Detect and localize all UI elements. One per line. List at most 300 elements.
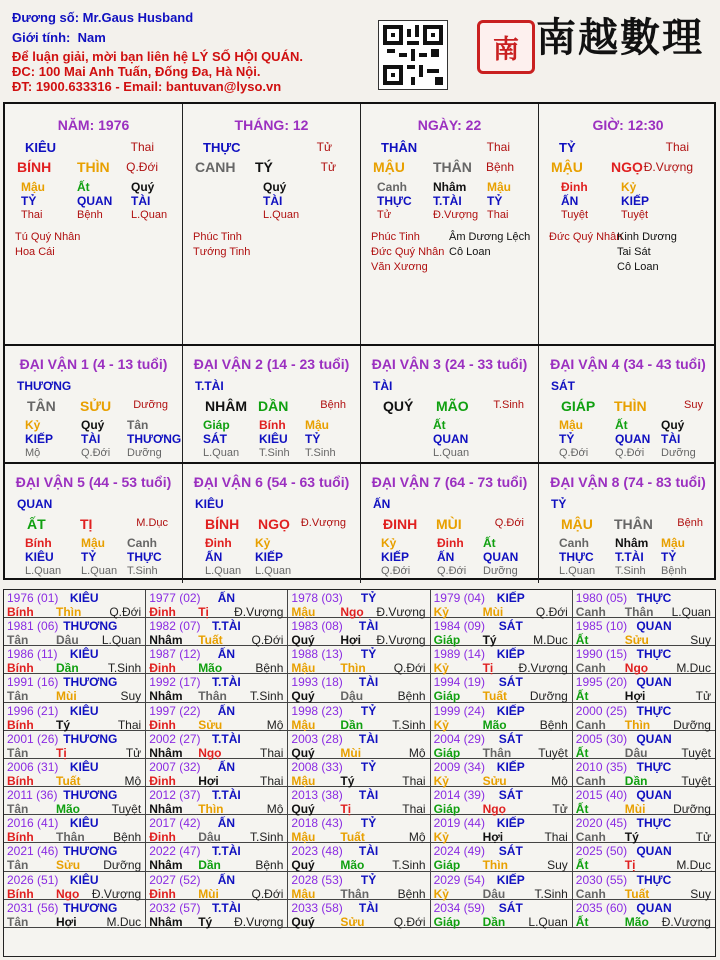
- pillar-title: GIỜ: 12:30: [592, 117, 664, 133]
- hidden-phase: Dưỡng: [483, 565, 518, 577]
- year-cell[interactable]: [288, 843, 430, 871]
- year-label: 1992 (17): [149, 675, 201, 690]
- earthly-branch: Thân: [56, 830, 85, 845]
- phase-label: Tuyệt: [111, 802, 142, 817]
- hidden-stem: Bính: [25, 536, 52, 550]
- hidden-stem: Mậu: [305, 418, 329, 432]
- heavenly-stem: Mậu: [291, 605, 316, 619]
- phase-label: Dưỡng: [133, 399, 168, 411]
- heavenly-stem: NHÂM: [205, 398, 247, 414]
- star-label: Đức Quý Nhân: [549, 231, 623, 243]
- year-label: 2022 (47): [149, 844, 201, 859]
- ten-god-label: THỰC: [636, 759, 672, 774]
- ten-god-label: ẤN: [217, 647, 236, 662]
- hidden-phase: Tử: [377, 209, 392, 221]
- heavenly-stem: Quý: [291, 858, 315, 873]
- heavenly-stem: Ất: [575, 689, 589, 704]
- ten-god-label: KIÊU: [69, 647, 99, 662]
- dai-van-title: ĐẠI VẬN 8 (74 - 83 tuổi): [550, 474, 706, 490]
- year-cell[interactable]: [573, 900, 715, 928]
- year-label: 2006 (31): [7, 759, 59, 774]
- year-cell[interactable]: [146, 703, 288, 731]
- hidden-stem: Kỷ: [255, 536, 271, 550]
- year-cell[interactable]: [4, 618, 146, 646]
- star-label: Tướng Tinh: [193, 246, 251, 258]
- hidden-stem: Quý: [81, 418, 105, 432]
- header: [0, 0, 720, 100]
- year-cell[interactable]: [573, 646, 715, 674]
- earthly-branch: THÌN: [614, 398, 647, 414]
- year-cell[interactable]: [431, 703, 573, 731]
- hidden-phase: L.Quan: [433, 447, 470, 459]
- heavenly-stem: Nhâm: [149, 745, 183, 760]
- phase-label: L.Quan: [671, 605, 711, 619]
- year-cell[interactable]: [288, 674, 430, 702]
- year-label: 1986 (11): [7, 647, 58, 662]
- phase-label: Bệnh: [255, 661, 284, 676]
- phase-label: Mộ: [124, 773, 142, 788]
- star-label: Đức Quý Nhân: [371, 246, 445, 258]
- hidden-stem: Ất: [483, 536, 496, 550]
- earthly-branch: Mùi: [340, 745, 362, 760]
- year-label: 2032 (57): [149, 900, 201, 915]
- year-label: 2005 (30): [575, 731, 628, 746]
- ten-god-label: KIẾP: [496, 759, 525, 774]
- ten-god-label: THƯƠNG: [63, 788, 118, 803]
- heavenly-stem: Kỷ: [433, 605, 449, 619]
- phase-label: Bệnh: [397, 886, 426, 901]
- gender-line: Giới tính: Nam: [12, 30, 106, 45]
- year-label: 2013 (38): [291, 788, 343, 803]
- earthly-branch: TỊ: [80, 516, 93, 532]
- pillar-1: [183, 104, 361, 344]
- earthly-branch: Sửu: [56, 858, 81, 873]
- pillar-0: [5, 104, 183, 344]
- year-cell[interactable]: [573, 590, 715, 618]
- year-cell[interactable]: [288, 815, 430, 843]
- year-cell[interactable]: [573, 618, 715, 646]
- hidden-god: THƯƠNG: [127, 432, 182, 446]
- dai-van-title: ĐẠI VẬN 5 (44 - 53 tuổi): [15, 474, 172, 490]
- ten-god-label: ẤN: [217, 703, 236, 718]
- hidden-stem: Giáp: [203, 418, 230, 432]
- ten-god-label: THỰC: [636, 816, 672, 831]
- phase-label: Bệnh: [485, 160, 514, 174]
- year-label: 2007 (32): [149, 759, 201, 774]
- hidden-god: THỰC: [559, 550, 594, 564]
- phase-label: Đ.Vượng: [376, 605, 426, 619]
- year-cell[interactable]: [288, 703, 430, 731]
- dai-van-7: [361, 464, 539, 583]
- earthly-branch: Tị: [56, 745, 67, 760]
- ten-god-label: KIẾP: [496, 816, 525, 831]
- phase-label: Mộ: [551, 773, 568, 788]
- phase-label: Tử: [316, 140, 332, 154]
- heavenly-stem: Đinh: [149, 886, 176, 901]
- year-label: 2000 (25): [575, 703, 628, 718]
- earthly-branch: NGỌ: [258, 516, 290, 532]
- phase-label: Q.Đới: [393, 661, 426, 676]
- earthly-branch: Mão: [482, 717, 507, 732]
- earthly-branch: Tý: [56, 717, 71, 732]
- phase-label: Tuyệt: [681, 773, 711, 788]
- hidden-stem: Tân: [127, 418, 149, 432]
- dai-van-title: ĐẠI VẬN 7 (64 - 73 tuổi): [371, 474, 528, 490]
- hidden-god: QUAN: [433, 432, 469, 446]
- earthly-branch: Sửu: [624, 633, 649, 648]
- year-cell[interactable]: [573, 674, 715, 702]
- heavenly-stem: ĐINH: [383, 516, 418, 532]
- heavenly-stem: MẬU: [551, 159, 583, 175]
- year-cell[interactable]: [146, 646, 288, 674]
- earthly-branch: MÙI: [436, 516, 462, 532]
- year-cell[interactable]: [4, 872, 146, 900]
- heavenly-stem: Giáp: [433, 633, 461, 648]
- hidden-god: ẤN: [205, 550, 223, 564]
- earthly-branch: Hợi: [340, 633, 361, 648]
- hidden-phase: Tuyệt: [621, 209, 649, 221]
- year-label: 2034 (59): [433, 900, 485, 915]
- phase-label: T.Sinh: [392, 858, 426, 873]
- star-label: Âm Dương Lệch: [449, 231, 531, 243]
- year-cell[interactable]: [4, 731, 146, 759]
- heavenly-stem: Tân: [7, 633, 29, 648]
- ten-god-label: THÂN: [381, 140, 418, 155]
- star-label: Cô Loan: [617, 261, 659, 273]
- dai-van-title: ĐẠI VẬN 6 (54 - 63 tuổi): [193, 474, 350, 490]
- ten-god-label: THƯƠNG: [63, 844, 118, 859]
- heavenly-stem: BÍNH: [17, 159, 52, 175]
- hidden-god: THỰC: [127, 550, 162, 564]
- heavenly-stem: ẤT: [27, 516, 46, 532]
- hidden-god: KIÊU: [25, 550, 54, 564]
- star-label: Cô Loan: [449, 246, 491, 258]
- phase-label: Q.Đới: [251, 886, 284, 901]
- ten-god-label: SÁT: [498, 675, 523, 690]
- pillar-title: NĂM: 1976: [57, 117, 130, 133]
- year-cell[interactable]: [573, 731, 715, 759]
- year-cell[interactable]: [4, 759, 146, 787]
- year-label: 1978 (03): [291, 591, 343, 605]
- hidden-god: T.TÀI: [615, 550, 644, 564]
- phase-label: Đ.Vượng: [643, 160, 693, 174]
- year-label: 1994 (19): [433, 675, 485, 690]
- ten-god-label: SÁT: [498, 788, 523, 803]
- ten-god-label: KIÊU: [195, 497, 224, 511]
- star-label: Hoa Cái: [15, 246, 55, 258]
- dai-van-title: ĐẠI VẬN 2 (14 - 23 tuổi): [193, 356, 350, 372]
- hidden-phase: L.Quan: [131, 209, 168, 221]
- hidden-stem: Ất: [433, 418, 446, 432]
- ten-god-label: TỶ: [360, 872, 377, 887]
- ten-god-label: QUAN: [636, 844, 672, 859]
- year-cell[interactable]: [431, 787, 573, 815]
- year-cell[interactable]: [146, 731, 288, 759]
- hidden-stem: Canh: [127, 536, 157, 550]
- ten-god-label: TÀI: [358, 731, 379, 746]
- ten-god-label: THỰC: [636, 647, 672, 662]
- phase-label: T.Sinh: [392, 717, 426, 732]
- earthly-branch: Thân: [482, 745, 512, 760]
- year-cell[interactable]: [431, 872, 573, 900]
- earthly-branch: Sửu: [198, 717, 223, 732]
- heavenly-stem: Bính: [7, 605, 34, 619]
- phase-label: L.Quan: [101, 633, 142, 648]
- year-cell[interactable]: [431, 618, 573, 646]
- year-cell[interactable]: [4, 590, 146, 618]
- year-label: 1991 (16): [7, 675, 59, 690]
- hidden-stem: Canh: [559, 536, 589, 550]
- year-label: 1984 (09): [433, 619, 485, 634]
- year-cell[interactable]: [288, 646, 430, 674]
- year-cell[interactable]: [288, 590, 430, 618]
- hidden-stem: Quý: [263, 180, 287, 194]
- heavenly-stem: Mậu: [291, 661, 316, 676]
- hidden-phase: T.Sinh: [305, 447, 336, 459]
- year-label: 1988 (13): [291, 647, 343, 662]
- hidden-phase: Dưỡng: [661, 447, 696, 459]
- hidden-phase: L.Quan: [205, 565, 242, 577]
- earthly-branch: Tuất: [56, 773, 81, 788]
- year-cell[interactable]: [146, 618, 288, 646]
- year-cell[interactable]: [431, 590, 573, 618]
- earthly-branch: Hợi: [56, 914, 77, 929]
- heavenly-stem: Kỷ: [433, 661, 449, 676]
- year-cell[interactable]: [4, 815, 146, 843]
- hidden-stem: Đinh: [205, 536, 232, 550]
- ten-god-label: ẤN: [217, 591, 236, 605]
- hidden-god: THỰC: [377, 194, 412, 208]
- phase-label: Tử: [320, 160, 336, 174]
- star-label: Văn Xương: [371, 261, 428, 273]
- year-cell[interactable]: [431, 674, 573, 702]
- year-label: 1989 (14): [433, 647, 485, 662]
- year-label: 2004 (29): [433, 731, 485, 746]
- year-label: 2031 (56): [7, 900, 59, 915]
- phase-label: Đ.Vượng: [661, 914, 711, 929]
- year-cell[interactable]: [146, 815, 288, 843]
- year-cell[interactable]: [288, 872, 430, 900]
- phase-label: Tử: [695, 689, 711, 704]
- hidden-phase: Q.Đới: [437, 565, 467, 577]
- year-cell[interactable]: [431, 759, 573, 787]
- earthly-branch: NGỌ: [611, 159, 643, 175]
- year-cell[interactable]: [4, 703, 146, 731]
- year-cell[interactable]: [573, 787, 715, 815]
- earthly-branch: Ngọ: [198, 745, 222, 760]
- earthly-branch: Thìn: [198, 802, 224, 817]
- year-label: 2027 (52): [149, 872, 201, 887]
- year-label: 1995 (20): [575, 675, 628, 690]
- heavenly-stem: Ất: [575, 858, 589, 873]
- hidden-god: KIẾP: [381, 550, 410, 564]
- earthly-branch: Dậu: [482, 886, 506, 901]
- heavenly-stem: Canh: [575, 773, 606, 788]
- heavenly-stem: Giáp: [433, 914, 461, 929]
- hidden-phase: Mộ: [25, 447, 41, 459]
- phase-label: Mộ: [266, 802, 284, 817]
- phase-label: T.Sinh: [250, 830, 284, 845]
- qr-code-icon[interactable]: [378, 20, 448, 90]
- year-cell[interactable]: [573, 872, 715, 900]
- year-cell[interactable]: [288, 900, 430, 928]
- ten-god-label: SÁT: [498, 731, 523, 746]
- year-cell[interactable]: [146, 843, 288, 871]
- dai-van-3: [361, 346, 539, 465]
- heavenly-stem: Kỷ: [433, 830, 449, 845]
- ten-god-label: THỰC: [636, 591, 672, 605]
- star-label: Tú Quý Nhân: [15, 231, 81, 243]
- phase-label: M.Dục: [533, 633, 568, 648]
- year-cell[interactable]: [288, 618, 430, 646]
- year-label: 2029 (54): [433, 872, 485, 887]
- ten-god-label: SÁT: [498, 844, 523, 859]
- year-cell[interactable]: [146, 900, 288, 928]
- phase-label: Thai: [486, 140, 510, 154]
- heavenly-stem: Canh: [575, 717, 606, 732]
- ten-god-label: T.TÀI: [212, 619, 241, 634]
- year-cell[interactable]: [146, 872, 288, 900]
- heavenly-stem: MẬU: [561, 516, 593, 532]
- owner-line: Đương số: Mr.Gaus Husband: [12, 10, 194, 25]
- dai-van-title: ĐẠI VẬN 4 (34 - 43 tuổi): [550, 356, 706, 372]
- phase-label: Tử: [552, 802, 568, 817]
- ten-god-label: KIÊU: [69, 872, 99, 887]
- contact-line: Để luận giải, mời bạn liên hệ LÝ SỐ HỘI QUÁN.: [12, 49, 303, 64]
- year-cell[interactable]: [431, 731, 573, 759]
- year-label: 1979 (04): [433, 591, 485, 605]
- red-seal-logo: 南: [477, 20, 535, 74]
- hidden-god: KIẾP: [25, 432, 54, 446]
- dai-van-title: ĐẠI VẬN 3 (24 - 33 tuổi): [371, 356, 528, 372]
- phase-label: Mộ: [408, 745, 426, 760]
- earthly-branch: Ngọ: [482, 802, 506, 817]
- hidden-god: QUAN: [483, 550, 519, 564]
- phase-label: Q.Đới: [109, 605, 142, 619]
- phase-label: Dưỡng: [529, 689, 568, 704]
- ten-god-label: QUAN: [636, 619, 672, 634]
- year-label: 2012 (37): [149, 788, 201, 803]
- phase-label: Bệnh: [397, 689, 426, 704]
- hidden-god: TỶ: [21, 194, 37, 208]
- year-cell[interactable]: [4, 900, 146, 928]
- year-cell[interactable]: [146, 590, 288, 618]
- ten-god-label: TỶ: [559, 140, 576, 155]
- dai-van-title: ĐẠI VẬN 1 (4 - 13 tuổi): [19, 356, 168, 372]
- year-label: 1977 (02): [149, 591, 201, 605]
- hidden-phase: Q.Đới: [559, 447, 589, 459]
- earthly-branch: Tý: [340, 773, 355, 788]
- year-label: 2033 (58): [291, 900, 343, 915]
- year-cell[interactable]: [288, 787, 430, 815]
- year-cell[interactable]: [573, 759, 715, 787]
- year-label: 2018 (43): [291, 816, 343, 831]
- year-label: 2014 (39): [433, 788, 485, 803]
- year-cell[interactable]: [288, 759, 430, 787]
- phase-label: M.Dục: [676, 858, 711, 873]
- year-label: 1999 (24): [433, 703, 485, 718]
- ten-god-label: ẤN: [373, 497, 391, 511]
- ten-god-label: SÁT: [498, 619, 523, 634]
- heavenly-stem: TÂN: [27, 398, 56, 414]
- phase-label: T.Sinh: [493, 399, 524, 411]
- year-cell[interactable]: [4, 843, 146, 871]
- hidden-phase: L.Quan: [559, 565, 596, 577]
- star-label: Tai Sát: [617, 246, 651, 258]
- year-cell[interactable]: [288, 731, 430, 759]
- earthly-branch: Tuất: [624, 886, 650, 901]
- ten-god-label: QUAN: [17, 497, 53, 511]
- earthly-branch: Hợi: [624, 689, 646, 704]
- earthly-branch: Ngọ: [624, 661, 649, 676]
- heavenly-stem: Mậu: [291, 886, 316, 901]
- heavenly-stem: Ất: [575, 914, 589, 929]
- earthly-branch: Dần: [340, 717, 364, 732]
- heavenly-stem: Quý: [291, 802, 315, 817]
- earthly-branch: Mùi: [56, 689, 77, 704]
- phase-label: Thai: [130, 140, 154, 154]
- hidden-god: TỶ: [661, 550, 677, 564]
- year-cell[interactable]: [431, 900, 573, 928]
- hidden-stem: Mậu: [559, 418, 583, 432]
- phase-label: L.Quan: [528, 914, 568, 929]
- ten-god-label: TÀI: [358, 788, 379, 803]
- year-label: 1997 (22): [149, 703, 201, 718]
- phase-label: Tử: [695, 830, 711, 845]
- year-cell[interactable]: [431, 646, 573, 674]
- phase-label: Q.Đới: [251, 633, 284, 648]
- year-cell[interactable]: [146, 787, 288, 815]
- ten-god-label: TÀI: [373, 379, 393, 393]
- year-label: 2021 (46): [7, 844, 59, 859]
- year-cell[interactable]: [146, 759, 288, 787]
- hidden-stem: Kỷ: [381, 536, 397, 550]
- heavenly-stem: QUÝ: [383, 398, 414, 414]
- year-cell[interactable]: [573, 815, 715, 843]
- ten-god-label: ẤN: [217, 759, 236, 774]
- year-label: 2003 (28): [291, 731, 343, 746]
- year-cell[interactable]: [4, 646, 146, 674]
- hidden-god: KIẾP: [255, 550, 284, 564]
- year-cell[interactable]: [573, 843, 715, 871]
- year-cell[interactable]: [4, 787, 146, 815]
- hidden-stem: Nhâm: [433, 180, 467, 194]
- heavenly-stem: BÍNH: [205, 516, 240, 532]
- phase-label: Thai: [402, 802, 426, 817]
- heavenly-stem: Tân: [7, 802, 29, 817]
- year-cell[interactable]: [573, 703, 715, 731]
- phase-label: Q.Đới: [126, 160, 158, 174]
- hidden-stem: Đinh: [561, 180, 588, 194]
- ten-god-label: TÀI: [358, 619, 379, 634]
- dai-van-5: [5, 464, 183, 583]
- year-cell[interactable]: [4, 674, 146, 702]
- year-label: 2025 (50): [575, 844, 628, 859]
- heavenly-stem: CANH: [195, 159, 236, 175]
- heavenly-stem: Đinh: [149, 773, 176, 788]
- year-cell[interactable]: [146, 674, 288, 702]
- earthly-branch: Sửu: [340, 914, 365, 929]
- phase-label: Mộ: [408, 830, 426, 845]
- year-cell[interactable]: [431, 815, 573, 843]
- phase-label: Đ.Vượng: [518, 661, 568, 676]
- ten-god-label: KIẾP: [496, 591, 525, 605]
- earthly-branch: THÌN: [77, 159, 110, 175]
- earthly-branch: Dậu: [624, 745, 648, 760]
- heavenly-stem: Giáp: [433, 745, 461, 760]
- hidden-stem: Kỷ: [621, 180, 637, 194]
- year-cell[interactable]: [431, 843, 573, 871]
